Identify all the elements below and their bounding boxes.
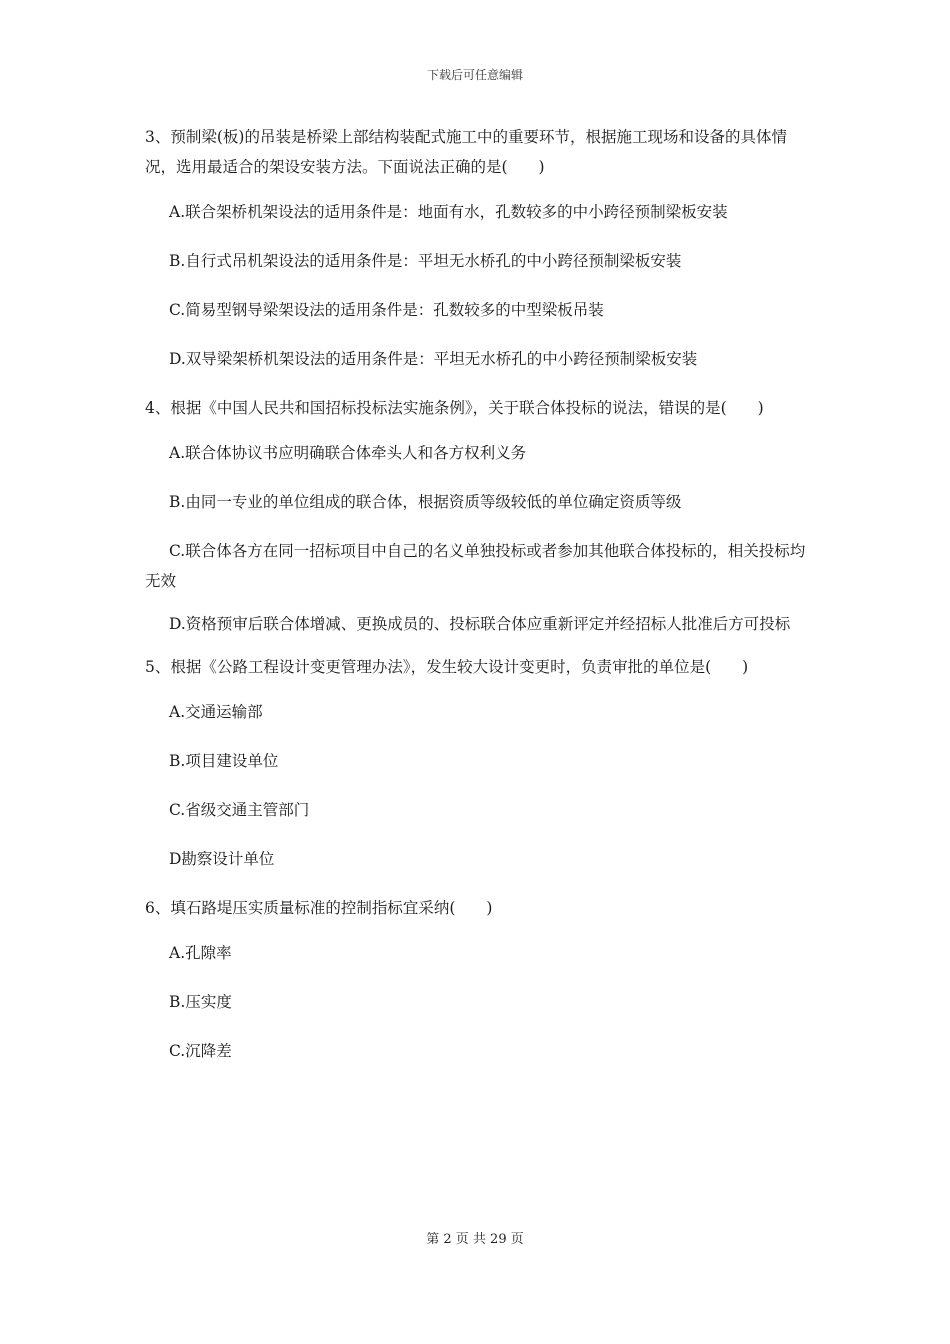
question-stem: 3、预制梁(板)的吊装是桥梁上部结构装配式施工中的重要环节，根据施工现场和设备的具体情况，选用最适合的架设安装方法。下面说法正确的是( ) (145, 128, 787, 176)
option-item: A.孔隙率 (169, 944, 232, 962)
option-item: A.联合体协议书应明确联合体牵头人和各方权利义务 (169, 444, 527, 462)
option-item: D.资格预审后联合体增减、更换成员的、投标联合体应重新评定并经招标人批准后方可投标 (169, 615, 791, 633)
option-item: D.双导梁架桥机架设法的适用条件是：平坦无水桥孔的中小跨径预制梁板安装 (169, 350, 698, 368)
option-item: B.由同一专业的单位组成的联合体，根据资质等级较低的单位确定资质等级 (169, 493, 682, 511)
option-item: D勘察设计单位 (169, 850, 275, 868)
option-item: C.简易型钢导梁架设法的适用条件是：孔数较多的中型梁板吊装 (169, 301, 604, 319)
option-item: C.沉降差 (169, 1042, 232, 1060)
question-stem: 5、根据《公路工程设计变更管理办法》，发生较大设计变更时，负责审批的单位是( ) (145, 658, 749, 676)
question-stem: 4、根据《中国人民共和国招标投标法实施条例》，关于联合体投标的说法，错误的是( ) (145, 399, 764, 417)
option-item: B.项目建设单位 (169, 752, 279, 770)
option-item: A.交通运输部 (169, 703, 263, 721)
question-stem: 6、填石路堤压实质量标准的控制指标宜采纳( ) (145, 899, 493, 917)
option-item: A.联合架桥机架设法的适用条件是：地面有水，孔数较多的中小跨径预制梁板安装 (169, 203, 728, 221)
option-item: C.联合体各方在同一招标项目中自己的名义单独投标或者参加其他联合体投标的，相关投标均无效 (145, 542, 806, 590)
option-item: B.压实度 (169, 993, 232, 1011)
page-header: 下载后可任意编辑 (426, 68, 523, 82)
document-body (145, 122, 810, 1085)
option-item: B.自行式吊机架设法的适用条件是：平坦无水桥孔的中小跨径预制梁板安装 (169, 252, 682, 270)
option-item: C.省级交通主管部门 (169, 801, 310, 819)
page-footer: 第 2 页 共 29 页 (426, 1232, 524, 1247)
